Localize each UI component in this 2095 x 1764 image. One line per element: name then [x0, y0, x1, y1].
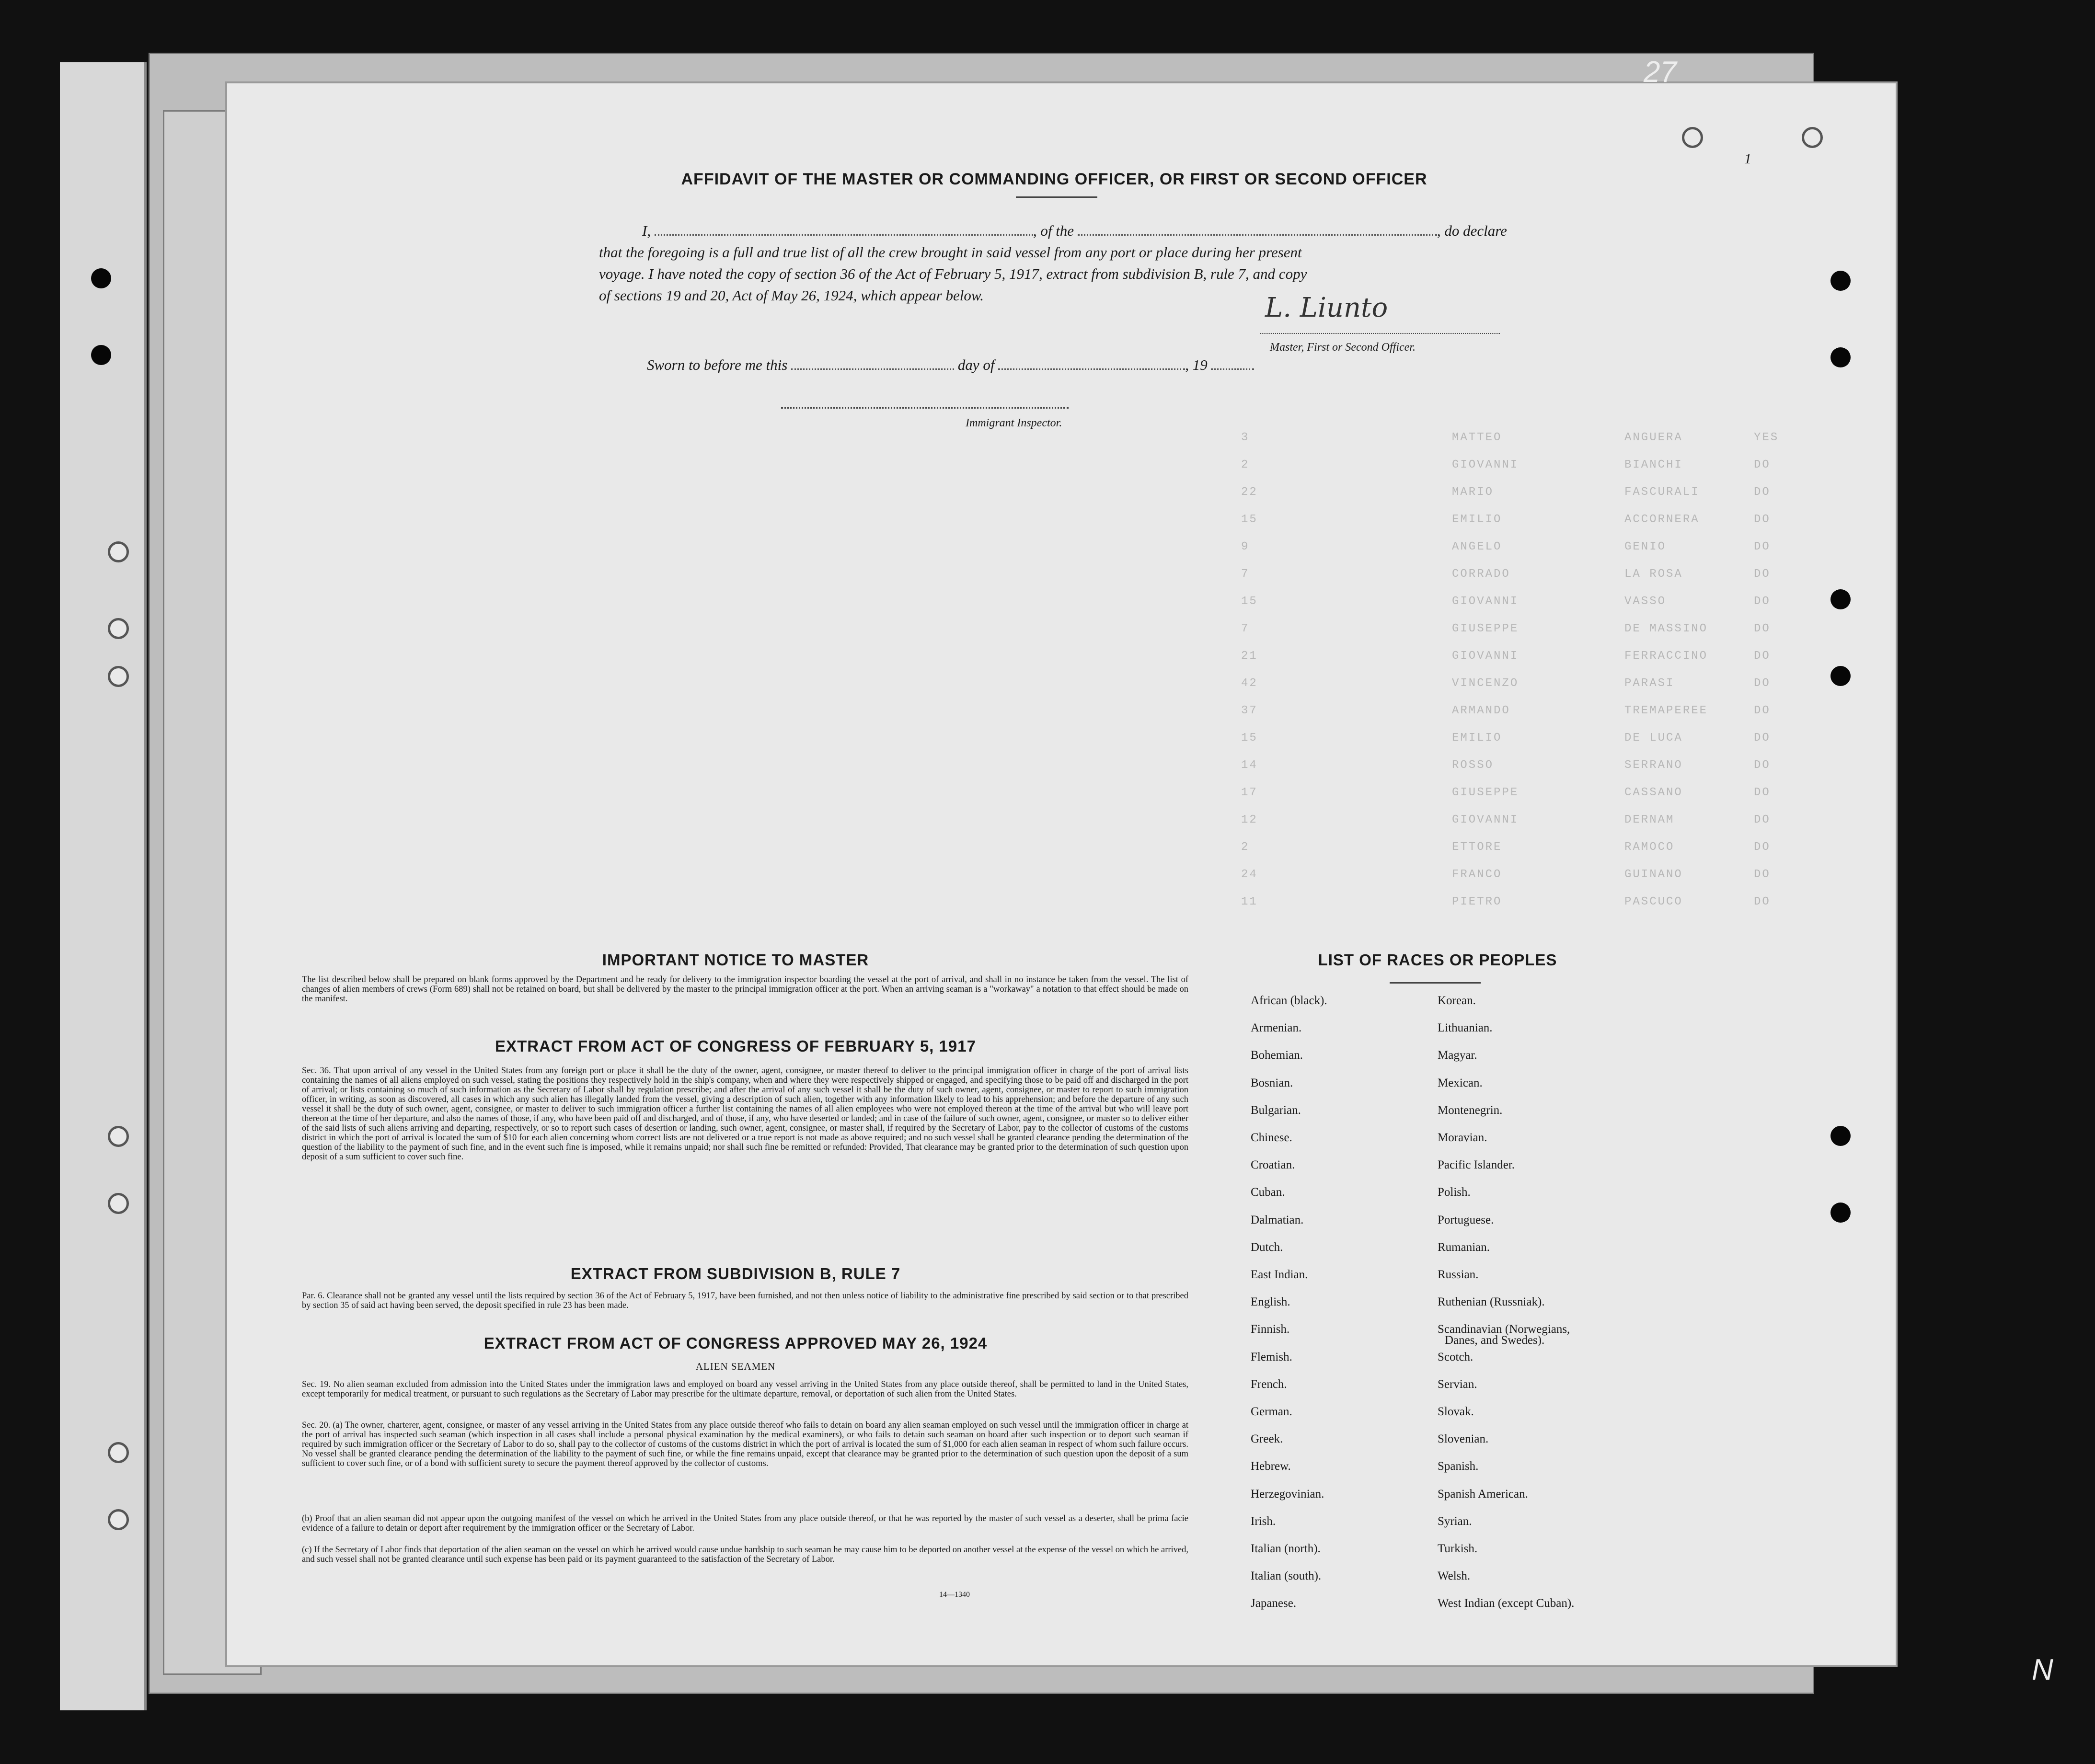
extract-1924-sec20b: (b) Proof that an alien seaman did not appear upon the outgoing manifest of the vessel on which he arrived in the United States from any place outside thereof, or that he was reported by the master of such vessel as a deserter, shall be prima facie evidence of a failure to detain or deport after requirement by the immigration officer or the Secretary of Labor.	[302, 1514, 1188, 1533]
punch-hole-icon	[1682, 127, 1703, 148]
extract-1917-text: Sec. 36. That upon arrival of any vessel in the United States from any foreign port or place it shall be the duty of the owner, agent, consignee, or master thereof to deliver to the principal immigration officer in charge of the port of arrival lists containing the names of all aliens employed on such vessel, stating the positions they respectively hold in the ship's company, when and where they were respectively shipped or engaged, and specifying those to be paid off and discharged in the port of arrival; or lists containing so much of such information as the Secretary of Labor shall by regulation prescribe; and after the arrival of any such vessel it shall be the duty of such owner, agent, consignee, or master to report to such immigration officer, in writing, as soon as discovered, all cases in which any such alien has illegally landed from the vessel, giving a description of such alien, together with any information likely to lead to his apprehension; and before the departure of any such vessel it shall be the duty of such owner, agent, consignee, or master to deliver to such immigration officer a further list containing the names of all alien employees who were not employed thereon at the time of the arrival but who will leave port thereon at the time of her departure, and also the names of those, if any, who have been paid off and discharged, and of those, if any, who have deserted or landed; and in case of the failure of such owner, agent, consignee, or master so to deliver either of the said lists of such aliens arriving and departing, respectively, or so to report such cases of desertion or landing, such owner, agent, consignee, or master shall, if required by the Secretary of Labor, pay to the collector of customs of the customs district in which the port of arrival is located the sum of $10 for each alien concerning whom correct lists are not delivered or a true report is not made as above required; and no such vessel shall be granted clearance pending the determination of the question of the liability to the payment of such fine, and in the event such fine is imposed, while it remains unpaid; nor shall such fine be remitted or refunded: Provided, That clearance may be granted prior to the determination of such question upon deposit of a sum sufficient to cover such fine.	[302, 1066, 1188, 1162]
bleed-through-cell: GIUSEPPE	[1452, 786, 1519, 799]
bleed-through-cell: RAMOCO	[1624, 841, 1675, 854]
race-scandinavian-cont: Danes, and Swedes).	[1445, 1334, 1545, 1347]
race-item: Herzegovinian.	[1251, 1487, 1324, 1501]
races-title-rule	[1390, 982, 1481, 984]
bleed-through-cell: EMILIO	[1452, 732, 1502, 745]
bleed-through-cell: 7	[1241, 568, 1250, 581]
race-item: African (black).	[1251, 994, 1327, 1007]
race-item: Servian.	[1438, 1377, 1477, 1391]
bleed-through-cell: DO	[1754, 622, 1771, 635]
punch-hole-icon	[1830, 1203, 1851, 1223]
extract-1924-sec20a: Sec. 20. (a) The owner, charterer, agent, consignee, or master of any vessel arriving in the United States from any place outside thereof who fails to detain on board any alien seaman employed on such vessel until the immigration officer in charge at the port of arrival has inspected such seaman (which inspection in all cases shall include a personal physical examination by the medical examiners), or who fails to detain such seaman on board after such inspection or to deport such seaman if required by such immigration officer or the Secretary of Labor to do so, shall pay to the collector of customs of the customs district in which the port of arrival is located the sum of $1,000 for each alien seaman in respect of whom such failure occurs. No vessel shall be granted clearance pending the determination of the liability to the payment of such fine, or while the fine remains unpaid, except that clearance may be granted prior to the determination of such question upon the deposit of a sum sufficient to cover such fine, or of a bond with sufficient surety to secure the payment thereof approved by the collector of customs.	[302, 1420, 1188, 1468]
bleed-through-cell: CASSANO	[1624, 786, 1683, 799]
page-number: 1	[1744, 151, 1751, 167]
bleed-through-cell: FERRACCINO	[1624, 650, 1708, 663]
race-item: Bulgarian.	[1251, 1103, 1301, 1117]
bleed-through-cell: CORRADO	[1452, 568, 1510, 581]
bleed-through-cell: PIETRO	[1452, 895, 1502, 908]
punch-hole-icon	[1830, 666, 1851, 686]
bleed-through-cell: ACCORNERA	[1624, 513, 1700, 526]
bleed-through-cell: GIOVANNI	[1452, 458, 1519, 471]
extract-rule7-text: Par. 6. Clearance shall not be granted any vessel until the lists required by section 36 of the Act of February 5, 1917, have been furnished, and not then unless notice of liability to the administrative fine prescribed by said section or to that prescribed by section 35 of said act having been served, the deposit specified in rule 23 has been made.	[302, 1291, 1188, 1310]
declaration-line-2: that the foregoing is a full and true list of all the crew brought in said vessel from any port or place during her present	[599, 244, 1302, 261]
race-item: Slovenian.	[1438, 1432, 1489, 1446]
bleed-through-cell: TREMAPEREE	[1624, 704, 1708, 717]
punch-hole-icon	[1802, 127, 1823, 148]
punch-hole-icon	[1830, 347, 1851, 367]
race-item: Russian.	[1438, 1268, 1479, 1281]
race-item: Spanish American.	[1438, 1487, 1528, 1501]
bleed-through-cell: DO	[1754, 704, 1771, 717]
form-number: 14—1340	[939, 1591, 970, 1599]
bleed-through-cell: DO	[1754, 458, 1771, 471]
officer-signature: L. Liunto	[1265, 292, 1388, 323]
race-item: Bosnian.	[1251, 1076, 1293, 1089]
race-item: Portuguese.	[1438, 1213, 1494, 1226]
race-item: Turkish.	[1438, 1542, 1478, 1555]
sworn-month-blank[interactable]	[998, 368, 1185, 370]
race-item: Ruthenian (Russniak).	[1438, 1295, 1545, 1309]
extract-1917-title: EXTRACT FROM ACT OF CONGRESS OF FEBRUARY 5, 1917	[495, 1037, 976, 1055]
race-item: Scandinavian (Norwegians,	[1438, 1323, 1570, 1336]
race-item: Irish.	[1251, 1514, 1276, 1528]
extract-1924-sec19: Sec. 19. No alien seaman excluded from admission into the United States under the immigration laws and employed on board any vessel arriving in the United States from any place outside thereof, shall be permitted to land in the United States, except temporarily for medical treatment, or pursuant to such regulations as the Secretary of Labor may prescribe for the ultimate departure, removal, or deportation of such alien from the United States.	[302, 1380, 1188, 1399]
bleed-through-cell: GIUSEPPE	[1452, 622, 1519, 635]
extract-1924-title: EXTRACT FROM ACT OF CONGRESS APPROVED MAY 26, 1924	[483, 1334, 988, 1352]
bleed-through-cell: ANGELO	[1452, 540, 1502, 553]
punch-hole-icon	[1830, 1126, 1851, 1146]
bleed-through-cell: DO	[1754, 595, 1771, 608]
signature-caption: Master, First or Second Officer.	[1270, 341, 1416, 354]
race-item: Greek.	[1251, 1432, 1283, 1446]
bleed-through-cell: GENIO	[1624, 540, 1667, 553]
name-blank[interactable]	[655, 234, 1033, 236]
race-item: English.	[1251, 1295, 1290, 1309]
race-item: Lithuanian.	[1438, 1021, 1493, 1035]
punch-hole-icon	[108, 1442, 129, 1463]
bleed-through-cell: ETTORE	[1452, 841, 1502, 854]
bleed-through-cell: SERRANO	[1624, 759, 1683, 772]
bleed-through-cell: 12	[1241, 813, 1258, 826]
bleed-through-cell: 15	[1241, 513, 1258, 526]
bleed-through-cell: MATTEO	[1452, 431, 1502, 444]
bleed-through-cell: DO	[1754, 540, 1771, 553]
bleed-through-cell: LA ROSA	[1624, 568, 1683, 581]
bleed-through-cell: GUINANO	[1624, 868, 1683, 881]
bleed-through-cell: FRANCO	[1452, 868, 1502, 881]
bleed-through-cell: DO	[1754, 732, 1771, 745]
punch-hole-icon	[91, 268, 111, 288]
race-item: Flemish.	[1251, 1350, 1292, 1363]
bleed-through-cell: ROSSO	[1452, 759, 1494, 772]
bleed-through-cell: DO	[1754, 868, 1771, 881]
race-item: Bohemian.	[1251, 1049, 1303, 1062]
bleed-through-cell: FASCURALI	[1624, 486, 1700, 499]
bleed-through-cell: GIOVANNI	[1452, 813, 1519, 826]
race-item: Armenian.	[1251, 1021, 1302, 1035]
notice-text: The list described below shall be prepared on blank forms approved by the Department and be ready for delivery to the immigration inspector boarding the vessel at the port of arrival, and shall in no instance be taken from the vessel. The list of changes of alien members of crews (Form 689) shall not be retained on board, but shall be delivered by the master to the principal immigration officer at the port. When an arriving seaman is a "workaway" a notation to that effect should be made on the manifest.	[302, 975, 1188, 1004]
bleed-through-cell: GIOVANNI	[1452, 650, 1519, 663]
bleed-through-cell: VASSO	[1624, 595, 1667, 608]
bleed-through-cell: DO	[1754, 759, 1771, 772]
sworn-year-blank[interactable]	[1211, 368, 1254, 370]
bleed-through-cell: DO	[1754, 813, 1771, 826]
race-item: Chinese.	[1251, 1131, 1292, 1144]
extract-rule7-title: EXTRACT FROM SUBDIVISION B, RULE 7	[570, 1265, 901, 1283]
bleed-through-cell: ARMANDO	[1452, 704, 1510, 717]
bleed-through-cell: 17	[1241, 786, 1258, 799]
race-item: Croatian.	[1251, 1158, 1295, 1172]
bleed-through-cell: DO	[1754, 568, 1771, 581]
corner-mark-top: 27	[1644, 56, 1677, 89]
punch-hole-icon	[108, 1509, 129, 1530]
bleed-through-cell: 24	[1241, 868, 1258, 881]
punch-hole-icon	[1830, 589, 1851, 609]
bleed-through-cell: DO	[1754, 895, 1771, 908]
race-item: Dutch.	[1251, 1240, 1283, 1254]
race-item: Cuban.	[1251, 1186, 1285, 1199]
punch-hole-icon	[108, 1126, 129, 1147]
inspector-signature-line	[781, 407, 1069, 409]
manifest-page	[225, 81, 1898, 1667]
race-item: Moravian.	[1438, 1131, 1487, 1144]
bleed-through-cell: PARASI	[1624, 677, 1675, 690]
punch-hole-icon	[108, 1193, 129, 1214]
affidavit-title: AFFIDAVIT OF THE MASTER OR COMMANDING OFFICER, OR FIRST OR SECOND OFFICER	[681, 170, 1427, 188]
declaration-line-1	[642, 220, 1744, 241]
race-item: French.	[1251, 1377, 1287, 1391]
bleed-through-cell: 3	[1241, 431, 1250, 444]
bleed-through-cell: 2	[1241, 841, 1250, 854]
bleed-through-cell: 15	[1241, 732, 1258, 745]
bleed-through-cell: 37	[1241, 704, 1258, 717]
bleed-through-cell: GIOVANNI	[1452, 595, 1519, 608]
declaration-of-the: , of the	[1033, 222, 1074, 239]
bleed-through-cell: ANGUERA	[1624, 431, 1683, 444]
bleed-through-cell: PASCUCO	[1624, 895, 1683, 908]
bleed-through-cell: DERNAM	[1624, 813, 1675, 826]
declaration-end: , do declare	[1437, 222, 1507, 239]
bleed-through-cell: DO	[1754, 677, 1771, 690]
vessel-blank[interactable]	[1078, 234, 1437, 236]
race-item: East Indian.	[1251, 1268, 1308, 1281]
bleed-through-cell: 7	[1241, 622, 1250, 635]
title-rule	[1016, 196, 1097, 198]
race-item: West Indian (except Cuban).	[1438, 1597, 1575, 1610]
bleed-through-cell: DO	[1754, 513, 1771, 526]
races-title: LIST OF RACES OR PEOPLES	[1318, 951, 1557, 969]
race-item: Scotch.	[1438, 1350, 1473, 1363]
punch-hole-icon	[108, 541, 129, 562]
bleed-through-cell: DO	[1754, 786, 1771, 799]
bleed-through-cell: BIANCHI	[1624, 458, 1683, 471]
race-item: Italian (north).	[1251, 1542, 1321, 1555]
bleed-through-cell: 14	[1241, 759, 1258, 772]
race-item: Pacific Islander.	[1438, 1158, 1515, 1172]
race-item: Hebrew.	[1251, 1460, 1291, 1473]
bleed-through-cell: DO	[1754, 650, 1771, 663]
inspector-caption: Immigrant Inspector.	[966, 417, 1062, 429]
bleed-through-cell: YES	[1754, 431, 1779, 444]
race-item: German.	[1251, 1405, 1292, 1418]
bleed-through-cell: VINCENZO	[1452, 677, 1519, 690]
sworn-year: , 19	[1185, 356, 1208, 373]
race-item: Italian (south).	[1251, 1569, 1322, 1583]
bleed-through-cell: 9	[1241, 540, 1250, 553]
race-item: Welsh.	[1438, 1569, 1471, 1583]
race-item: Finnish.	[1251, 1323, 1290, 1336]
extract-1924-subtitle: ALIEN SEAMEN	[695, 1361, 776, 1372]
race-item: Montenegrin.	[1438, 1103, 1503, 1117]
race-item: Magyar.	[1438, 1049, 1477, 1062]
bleed-through-cell: MARIO	[1452, 486, 1494, 499]
sworn-day-blank[interactable]	[791, 368, 954, 370]
punch-hole-icon	[91, 345, 111, 365]
bleed-through-cell: 22	[1241, 486, 1258, 499]
bleed-through-cell: DE MASSINO	[1624, 622, 1708, 635]
race-item: Slovak.	[1438, 1405, 1474, 1418]
declaration-line-3: voyage. I have noted the copy of section 36 of the Act of February 5, 1917, extract from subdivision B, rule 7, and copy	[599, 265, 1307, 282]
sworn-start: Sworn to before me this	[647, 356, 788, 373]
race-item: Japanese.	[1251, 1597, 1297, 1610]
corner-mark-bottom: N	[2032, 1653, 2053, 1686]
bleed-through-cell: DO	[1754, 486, 1771, 499]
sworn-line	[647, 355, 1605, 376]
bleed-through-cell: 15	[1241, 595, 1258, 608]
race-item: Dalmatian.	[1251, 1213, 1304, 1226]
bleed-through-cell: 21	[1241, 650, 1258, 663]
bleed-through-cell: DE LUCA	[1624, 732, 1683, 745]
race-item: Mexican.	[1438, 1076, 1483, 1089]
bleed-through-cell: EMILIO	[1452, 513, 1502, 526]
punch-hole-icon	[108, 618, 129, 639]
bleed-through-cell: DO	[1754, 841, 1771, 854]
race-item: Polish.	[1438, 1186, 1471, 1199]
bleed-through-cell: 2	[1241, 458, 1250, 471]
notice-title: IMPORTANT NOTICE TO MASTER	[602, 951, 869, 969]
punch-hole-icon	[1830, 271, 1851, 291]
race-item: Korean.	[1438, 994, 1476, 1007]
declaration-i: I,	[642, 222, 651, 239]
race-item: Spanish.	[1438, 1460, 1479, 1473]
declaration-line-4: of sections 19 and 20, Act of May 26, 1924, which appear below.	[599, 287, 984, 304]
race-item: Syrian.	[1438, 1514, 1472, 1528]
sworn-day-of: day of	[957, 356, 995, 373]
bleed-through-cell: 42	[1241, 677, 1258, 690]
race-item: Rumanian.	[1438, 1240, 1490, 1254]
bleed-through-cell: 11	[1241, 895, 1258, 908]
signature-line	[1260, 333, 1500, 334]
punch-hole-icon	[108, 666, 129, 687]
extract-1924-sec20c: (c) If the Secretary of Labor finds that deportation of the alien seaman on the vessel on which he arrived would cause undue hardship to such seaman he may cause him to be deported on another vessel at the expense of the vessel on which he arrived, and such vessel shall not be granted clearance until such expense has been paid or its payment guaranteed to the satisfaction of the Secretary of Labor.	[302, 1545, 1188, 1564]
binding-strip	[60, 62, 147, 1710]
